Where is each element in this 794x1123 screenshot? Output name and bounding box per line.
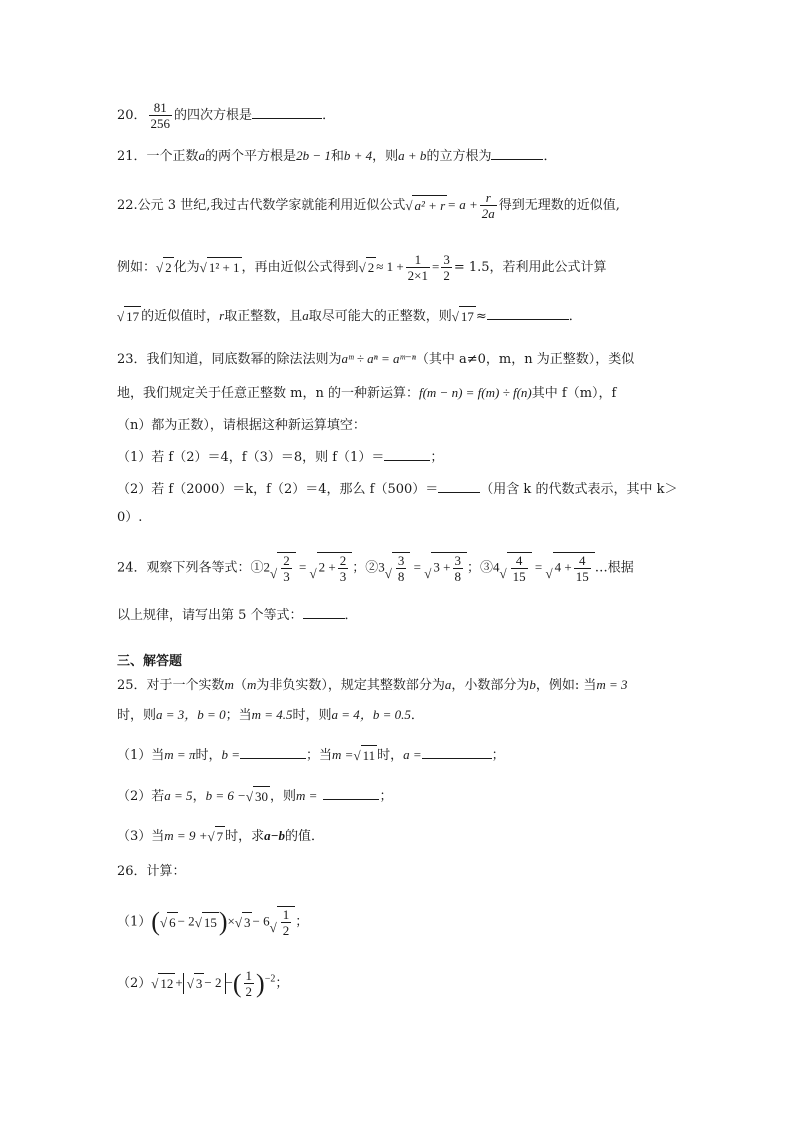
answer-blank[interactable]	[252, 104, 322, 119]
answer-blank[interactable]	[422, 744, 492, 759]
question-24-line-2: 以上规律，请写出第 5 个等式： ．	[117, 604, 358, 626]
radical: √ 3	[235, 912, 253, 933]
radical: √ 17	[452, 306, 476, 327]
question-26-part-1: （1）(√ 6 − 2√ 15)×√ 3 − 6√ $\frac{1}{2}$ ；	[117, 907, 309, 938]
question-25-line-1: 25．对于一个实数m（m为非负实数），规定其整数部分为a，小数部分为b，例如: 当m = 3	[117, 677, 628, 693]
answer-blank[interactable]	[303, 604, 345, 619]
fraction: $\frac{r}{2a}$	[481, 190, 495, 221]
answer-blank[interactable]	[384, 446, 430, 461]
question-23-line-1: 23．我们知道，同底数幂的除法法则为aᵐ ÷ aⁿ = aᵐ⁻ⁿ（其中 a≠0，m，n 为正整数），类似	[117, 351, 635, 367]
q20-number: 20．	[117, 108, 147, 123]
question-21: 21．一个正数a的两个平方根是2b − 1和b + 4，则a + b的立方根为 ．	[117, 145, 556, 167]
absolute-value: √ 3 − 2	[183, 973, 226, 994]
radical: √ $\frac{3}{8}$	[385, 552, 411, 584]
question-22-line-2: 例如：√ 2 化为√ 1² + 1 ，再由近似公式得到√ 2 ≈ 1 + $\frac{1}{2\times 1}$ = $\frac{3}{2}$ = 1.5，若利用此公式计算	[117, 252, 607, 283]
radical: √ 12	[151, 973, 175, 994]
answer-blank[interactable]	[491, 145, 543, 160]
question-25-line-2: 时，则a = 3，b = 0；当m = 4.5时，则a = 4，b = 0.5．	[117, 707, 424, 723]
radical: √ 7	[207, 826, 225, 847]
radical: √ 11	[353, 745, 377, 766]
question-25-part-2: （2）若a = 5，b = 6 −√ 30 ，则m = ；	[117, 785, 392, 807]
radical: √ 30	[246, 786, 270, 807]
question-23-line-6: 0）.	[117, 510, 143, 525]
radical: √ 6	[160, 912, 178, 933]
fraction: $\frac{81}{256}$	[150, 100, 171, 131]
question-22-line-3: √ 17 的近似值时，r取正整数，且a取尽可能大的正整数，则√ 17 ≈ ．	[117, 305, 582, 327]
question-26-part-2: （2）√ 12 + √ 3 − 2 −( $\frac{1}{2}$ )$^{-2}$；	[117, 968, 289, 999]
fraction: $\frac{1}{2}$	[245, 968, 253, 999]
answer-blank[interactable]	[487, 305, 569, 320]
radical: √ 2	[156, 257, 174, 278]
question-23-line-3: （n）都为正数），请根据这种新运算填空：	[117, 418, 366, 433]
answer-blank[interactable]	[240, 744, 306, 759]
radical: √ 15	[195, 912, 219, 933]
question-23-part-1: （1）若 f（2）＝4，f（3）＝8，则 f（1）＝ ；	[117, 446, 443, 468]
question-22-line-1: 22.公元 3 世纪,我过古代数学家就能利用近似公式√ a² + r = a + $\frac{r}{2a}$ 得到无理数的近似值,	[117, 190, 620, 221]
radical: √ $\frac{2}{3}$	[270, 552, 296, 584]
radical: √ 2	[359, 257, 377, 278]
radical: √ 1² + 1	[200, 257, 242, 278]
fraction: $\frac{3}{2}$	[443, 252, 450, 283]
question-25-part-3: （3）当m = 9 +√ 7 时，求a−b的值．	[117, 826, 324, 847]
question-26-title: 26．计算：	[117, 864, 186, 879]
question-20: 20． $\frac{81}{256}$ 的四次方根是 ．	[117, 100, 336, 131]
section-heading: 三、解答题	[117, 654, 183, 669]
radical: √ a² + r	[405, 195, 447, 216]
question-23-part-2: （2）若 f（2000）＝k，f（2）＝4，那么 f（500）＝ （用含 k 的代数式表示，其中 k＞	[117, 478, 677, 500]
radical: √ $\frac{1}{2}$	[270, 906, 296, 938]
question-23-line-2: 地，我们规定关于任意正整数 m，n 的一种新运算：f(m − n) = f(m) ÷ f(n)其中 f（m），f	[117, 385, 617, 401]
radical: √ 17	[117, 306, 141, 327]
answer-blank[interactable]	[438, 478, 480, 493]
radical: √ 2 + $\frac{2}{3}$	[310, 552, 353, 584]
fraction: $\frac{1}{2\times 1}$	[407, 252, 429, 283]
question-24-line-1: 24．观察下列各等式：①2√ $\frac{2}{3}$ = √ 2 + $\frac{2}{3}$ ；②3√ $\frac{3}{8}$ = √ 3 + $\frac{3}{8}$ ；③4√ $\frac{4}{15}$ = √ 4 + $\frac{4}{15}$ …根据	[117, 553, 634, 584]
radical: √ 4 + $\frac{4}{15}$	[546, 552, 595, 584]
radical: √ 3 + $\frac{3}{8}$	[424, 552, 467, 584]
question-25-part-1: （1）当m = π时，b = ；当m =√ 11 时，a = ；	[117, 744, 505, 766]
answer-blank[interactable]	[323, 785, 379, 800]
radical: √ $\frac{4}{15}$	[500, 552, 532, 584]
